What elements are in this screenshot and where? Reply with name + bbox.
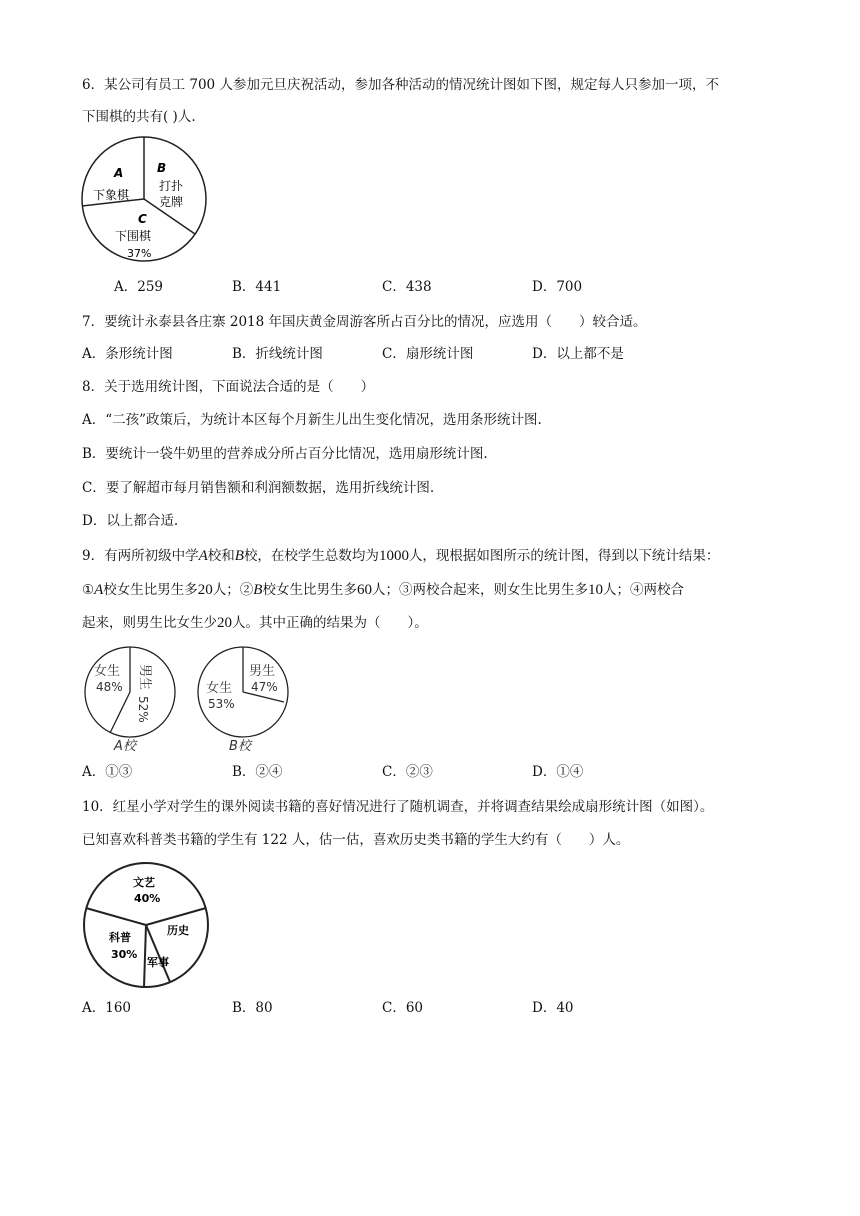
- q9-stem-line3: 起来，则男生比女生少20人。其中正确的结果为（ ）。: [82, 615, 428, 631]
- q10-option-b: B．80: [232, 1000, 273, 1016]
- q6-text-a: 下象棋: [93, 188, 130, 202]
- q8-option-b: B．要统计一袋牛奶里的营养成分所占百分比情况，选用扇形统计图.: [82, 446, 488, 462]
- q9-stem-line2: ①A校女生比男生多20人；②B校女生比男生多60人；③两校合起来，则女生比男生多10人；④两校合: [82, 582, 684, 598]
- q6-option-c: C．438: [382, 279, 432, 295]
- q6-text-b1: 打扑: [159, 179, 184, 193]
- q6-label-a: A: [114, 166, 124, 180]
- q10-pct-kepu: 30%: [111, 948, 138, 961]
- q9-pie-b-boy-pct: 47%: [251, 680, 278, 694]
- q9-option-c: C．②③: [382, 764, 433, 780]
- q8-stem: 8．关于选用统计图，下面说法合适的是（ ）: [82, 379, 375, 395]
- q6-pct-c: 37%: [127, 247, 152, 260]
- q9-pie-a-boy-pct: 52%: [136, 696, 150, 723]
- q8-option-c: C．要了解超市每月销售额和利润额数据，选用折线统计图.: [82, 480, 435, 496]
- q9-pie-b: [197, 646, 297, 754]
- q7-option-c: C．扇形统计图: [382, 346, 474, 362]
- q7-option-b: B．折线统计图: [232, 346, 323, 362]
- q10-stem-line2: 已知喜欢科普类书籍的学生有 122 人，估一估，喜欢历史类书籍的学生大约有（ ）人。: [82, 832, 630, 848]
- q9-pie-b-girl-pct: 53%: [208, 697, 235, 711]
- q7-option-a: A．条形统计图: [82, 346, 173, 362]
- q10-label-lishi: 历史: [167, 924, 189, 937]
- q10-pie-chart: [82, 862, 212, 992]
- q10-label-kepu: 科普: [109, 931, 131, 944]
- q10-pct-wenyi: 40%: [134, 892, 161, 905]
- q6-label-c: C: [138, 212, 147, 226]
- q6-label-b: B: [157, 161, 167, 175]
- q9-pie-b-girl: 女生: [206, 681, 233, 696]
- q6-pie-chart: [80, 136, 210, 266]
- q6-option-a: A．259: [114, 279, 164, 295]
- q6-option-d: D．700: [532, 279, 583, 295]
- q10-option-c: C．60: [382, 1000, 424, 1016]
- q10-label-wenyi: 文艺: [133, 876, 155, 889]
- q6-option-b: B．441: [232, 279, 282, 295]
- q9-pie-a-caption: A校: [114, 739, 136, 754]
- q9-option-d: D．①④: [532, 764, 584, 780]
- q9-pie-a: [84, 646, 184, 754]
- q6-stem-line2: 下围棋的共有( )人.: [82, 109, 196, 125]
- q8-option-d: D．以上都合适.: [82, 513, 179, 529]
- q9-option-a: A．①③: [82, 764, 133, 780]
- q9-pie-a-boy: 男生: [137, 664, 152, 691]
- q9-pie-a-girl-pct: 48%: [96, 680, 123, 694]
- q8-option-a: A．“二孩”政策后，为统计本区每个月新生儿出生变化情况，选用条形统计图.: [82, 412, 542, 428]
- q9-pie-b-boy: 男生: [249, 664, 276, 679]
- q6-stem-line1: 6．某公司有员工 700 人参加元旦庆祝活动，参加各种活动的情况统计图如下图，规定每人只参加一项，不: [82, 77, 719, 93]
- q9-pie-a-girl: 女生: [94, 664, 121, 679]
- q10-option-d: D．40: [532, 1000, 574, 1016]
- q9-pie-b-caption: B校: [229, 739, 251, 754]
- q10-stem-line1: 10．红星小学对学生的课外阅读书籍的喜好情况进行了随机调查，并将调查结果绘成扇形统计图（如图）。: [82, 799, 714, 815]
- q10-label-junshi: 军事: [147, 956, 169, 969]
- q9-stem-line1: 9．有两所初级中学A校和B校，在校学生总数均为1000人，现根据如图所示的统计图，得到以下统计结果：: [82, 548, 720, 564]
- q7-option-d: D．以上都不是: [532, 346, 624, 362]
- q6-text-b2: 克牌: [159, 195, 184, 209]
- q9-option-b: B．②④: [232, 764, 283, 780]
- q6-text-c: 下围棋: [115, 229, 152, 243]
- q10-option-a: A．160: [82, 1000, 132, 1016]
- q7-stem: 7．要统计永泰县各庄寨 2018 年国庆黄金周游客所占百分比的情况，应选用（ ）较合适。: [82, 314, 647, 330]
